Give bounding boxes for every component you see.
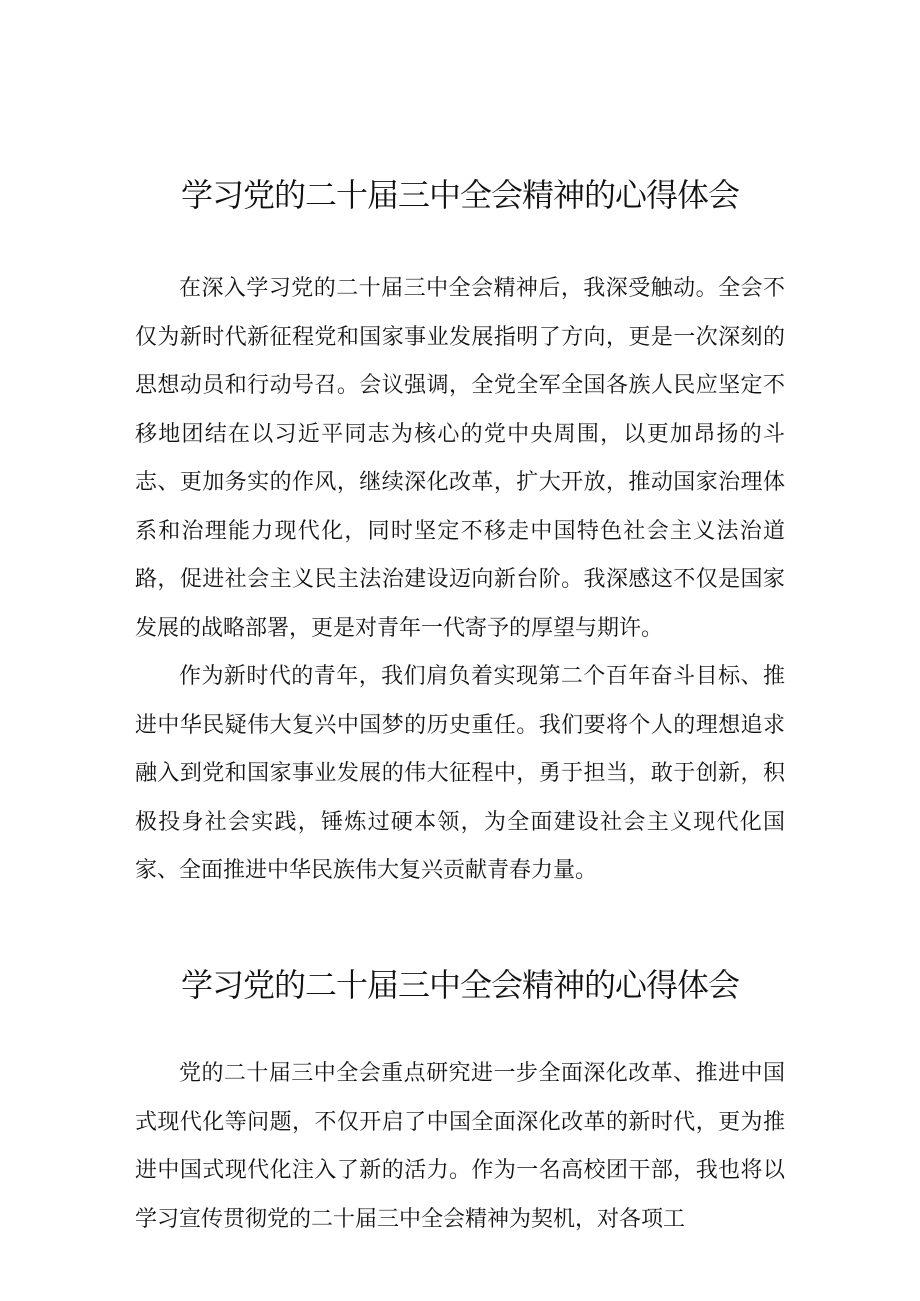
article-paragraph: 作为新时代的青年，我们肩负着实现第二个百年奋斗目标、推进中华民疑伟大复兴中国梦的历史重任。我们要将个人的理想追求融入到党和国家事业发展的伟大征程中，勇于担当，敢于创新，积极投身社会实践，锤炼过硬本领，为全面建设社会主义现代化国家、全面推进中华民族伟大复兴贡献青春力量。 <box>135 664 785 883</box>
article-paragraph: 在深入学习党的二十届三中全会精神后，我深受触动。全会不仅为新时代新征程党和国家事业发展指明了方向，更是一次深刻的思想动员和行动号召。会议强调，全党全军全国各族人民应坚定不移地团结在以习近平同志为核心的党中央周围，以更加昂扬的斗志、更加务实的作风，继续深化改革，扩大开放，推动国家治理体系和治理能力现代化，同时坚定不移走中国特色社会主义法治道路，促进社会主义民主法治建设迈向新台阶。我深感这不仅是国家发展的战略部署，更是对青年一代寄予的厚望与期许。 <box>135 276 785 641</box>
article-title: 学习党的二十届三中全会精神的心得体会 <box>180 176 739 214</box>
article-paragraph: 党的二十届三中全会重点研究进一步全面深化改革、推进中国式现代化等问题，不仅开启了中国全面深化改革的新时代，更为推进中国式现代化注入了新的活力。作为一名高校团干部，我也将以学习宣传贯彻党的二十届三中全会精神为契机，对各项工 <box>135 1061 785 1232</box>
article-section-1 <box>135 170 785 896</box>
article-section-2 <box>135 960 785 1244</box>
article-title: 学习党的二十届三中全会精神的心得体会 <box>180 966 739 1004</box>
